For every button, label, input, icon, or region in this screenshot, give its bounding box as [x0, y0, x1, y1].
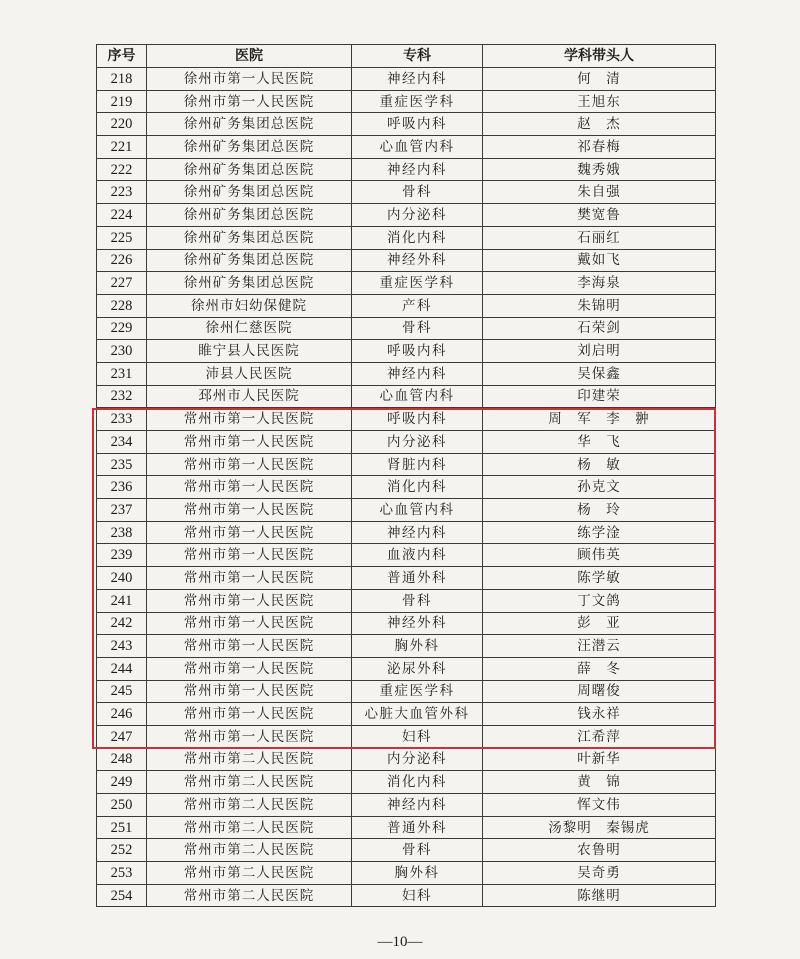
leader-cell: 丁文鸽: [483, 589, 716, 612]
specialty-cell: 肾脏内科: [352, 453, 483, 476]
leader-cell: 杨 敏: [483, 453, 716, 476]
specialty-cell: 神经内科: [352, 362, 483, 385]
row-number-cell: 223: [97, 181, 147, 204]
hospital-cell: 徐州矿务集团总医院: [147, 204, 352, 227]
row-number-cell: 241: [97, 589, 147, 612]
table-row: [97, 703, 716, 726]
hospital-cell: 常州市第一人民医院: [147, 703, 352, 726]
hospital-cell: 常州市第一人民医院: [147, 476, 352, 499]
table-header: [97, 45, 716, 68]
specialty-cell: 骨科: [352, 589, 483, 612]
table-row: [97, 612, 716, 635]
specialty-cell: 消化内科: [352, 476, 483, 499]
row-number-cell: 230: [97, 340, 147, 363]
hospital-cell: 邳州市人民医院: [147, 385, 352, 408]
leader-cell: 汪潜云: [483, 635, 716, 658]
row-number-cell: 219: [97, 90, 147, 113]
table-row: [97, 90, 716, 113]
hospital-cell: 常州市第一人民医院: [147, 725, 352, 748]
table-row: [97, 204, 716, 227]
row-number-cell: 242: [97, 612, 147, 635]
table-row: [97, 362, 716, 385]
specialty-cell: 骨科: [352, 317, 483, 340]
row-number-cell: 239: [97, 544, 147, 567]
leader-cell: 祁春梅: [483, 136, 716, 159]
specialty-cell: 心脏大血管外科: [352, 703, 483, 726]
row-number-cell: 220: [97, 113, 147, 136]
leader-cell: 农鲁明: [483, 839, 716, 862]
table-row: [97, 249, 716, 272]
row-number-cell: 218: [97, 68, 147, 91]
table-row: [97, 657, 716, 680]
specialty-cell: 心血管内科: [352, 136, 483, 159]
hospital-cell: 徐州矿务集团总医院: [147, 136, 352, 159]
leader-cell: 钱永祥: [483, 703, 716, 726]
specialty-cell: 神经外科: [352, 612, 483, 635]
leader-cell: 吴奇勇: [483, 862, 716, 885]
leader-cell: 彭 亚: [483, 612, 716, 635]
table-row: [97, 136, 716, 159]
hospital-cell: 常州市第一人民医院: [147, 453, 352, 476]
hospital-cell: 常州市第一人民医院: [147, 499, 352, 522]
leader-cell: 石荣剑: [483, 317, 716, 340]
row-number-cell: 226: [97, 249, 147, 272]
row-number-cell: 236: [97, 476, 147, 499]
hospital-cell: 常州市第二人民医院: [147, 748, 352, 771]
table-row: [97, 567, 716, 590]
table-row: [97, 635, 716, 658]
table-row: [97, 544, 716, 567]
hospital-cell: 常州市第一人民医院: [147, 408, 352, 431]
row-number-cell: 244: [97, 657, 147, 680]
leader-cell: 顾伟英: [483, 544, 716, 567]
row-number-cell: 238: [97, 521, 147, 544]
specialty-leader-table: [96, 44, 716, 907]
specialty-cell: 呼吸内科: [352, 113, 483, 136]
table-row: [97, 317, 716, 340]
specialty-cell: 重症医学科: [352, 680, 483, 703]
hospital-cell: 沛县人民医院: [147, 362, 352, 385]
row-number-cell: 231: [97, 362, 147, 385]
table-row: [97, 589, 716, 612]
hospital-cell: 常州市第一人民医院: [147, 521, 352, 544]
table-row: [97, 499, 716, 522]
table-row: [97, 181, 716, 204]
specialty-cell: 泌尿外科: [352, 657, 483, 680]
row-number-cell: 245: [97, 680, 147, 703]
specialty-cell: 呼吸内科: [352, 408, 483, 431]
specialty-cell: 神经内科: [352, 158, 483, 181]
hospital-cell: 徐州矿务集团总医院: [147, 249, 352, 272]
page-number: —10—: [377, 934, 423, 950]
leader-cell: 樊宽鲁: [483, 204, 716, 227]
hospital-cell: 徐州矿务集团总医院: [147, 158, 352, 181]
leader-cell: 杨 玲: [483, 499, 716, 522]
table-row: [97, 748, 716, 771]
specialty-cell: 内分泌科: [352, 431, 483, 454]
specialty-cell: 骨科: [352, 181, 483, 204]
row-number-cell: 252: [97, 839, 147, 862]
specialty-cell: 血液内科: [352, 544, 483, 567]
leader-cell: 孙克文: [483, 476, 716, 499]
hospital-cell: 常州市第二人民医院: [147, 884, 352, 907]
leader-cell: 朱自强: [483, 181, 716, 204]
specialty-cell: 内分泌科: [352, 204, 483, 227]
specialty-cell: 产科: [352, 294, 483, 317]
specialty-cell: 内分泌科: [352, 748, 483, 771]
hospital-cell: 常州市第二人民医院: [147, 862, 352, 885]
specialty-cell: 胸外科: [352, 862, 483, 885]
specialty-cell: 消化内科: [352, 771, 483, 794]
hospital-cell: 常州市第一人民医院: [147, 567, 352, 590]
table-row: [97, 340, 716, 363]
hospital-cell: 徐州仁慈医院: [147, 317, 352, 340]
leader-cell: 戴如飞: [483, 249, 716, 272]
header-row: [97, 45, 716, 68]
hospital-cell: 常州市第一人民医院: [147, 612, 352, 635]
table-row: [97, 408, 716, 431]
table-row: [97, 725, 716, 748]
row-number-cell: 222: [97, 158, 147, 181]
leader-cell: 周 军 李 翀: [483, 408, 716, 431]
leader-cell: 何 清: [483, 68, 716, 91]
hospital-cell: 徐州市第一人民医院: [147, 90, 352, 113]
leader-cell: 李海泉: [483, 272, 716, 295]
specialty-cell: 心血管内科: [352, 385, 483, 408]
leader-cell: 黄 锦: [483, 771, 716, 794]
row-number-cell: 248: [97, 748, 147, 771]
leader-cell: 华 飞: [483, 431, 716, 454]
row-number-cell: 237: [97, 499, 147, 522]
row-number-cell: 249: [97, 771, 147, 794]
header-hospital: 医院: [147, 45, 352, 68]
header-specialty: 专科: [352, 45, 483, 68]
specialty-cell: 消化内科: [352, 226, 483, 249]
row-number-cell: 246: [97, 703, 147, 726]
table-row: [97, 680, 716, 703]
table-row: [97, 884, 716, 907]
row-number-cell: 228: [97, 294, 147, 317]
specialty-cell: 神经内科: [352, 794, 483, 817]
specialty-cell: 重症医学科: [352, 90, 483, 113]
table-row: [97, 771, 716, 794]
hospital-cell: 徐州市妇幼保健院: [147, 294, 352, 317]
specialty-cell: 心血管内科: [352, 499, 483, 522]
row-number-cell: 240: [97, 567, 147, 590]
row-number-cell: 247: [97, 725, 147, 748]
table-row: [97, 68, 716, 91]
hospital-cell: 常州市第一人民医院: [147, 544, 352, 567]
table-row: [97, 476, 716, 499]
hospital-cell: 徐州矿务集团总医院: [147, 113, 352, 136]
leader-cell: 石丽红: [483, 226, 716, 249]
leader-cell: 魏秀娥: [483, 158, 716, 181]
row-number-cell: 227: [97, 272, 147, 295]
specialty-cell: 普通外科: [352, 567, 483, 590]
leader-cell: 陈学敏: [483, 567, 716, 590]
table-row: [97, 113, 716, 136]
specialty-cell: 神经内科: [352, 521, 483, 544]
hospital-cell: 常州市第一人民医院: [147, 680, 352, 703]
row-number-cell: 250: [97, 794, 147, 817]
table-row: [97, 385, 716, 408]
row-number-cell: 221: [97, 136, 147, 159]
row-number-cell: 232: [97, 385, 147, 408]
specialty-cell: 胸外科: [352, 635, 483, 658]
specialty-cell: 神经外科: [352, 249, 483, 272]
row-number-cell: 253: [97, 862, 147, 885]
specialty-cell: 呼吸内科: [352, 340, 483, 363]
row-number-cell: 243: [97, 635, 147, 658]
specialty-cell: 神经内科: [352, 68, 483, 91]
hospital-cell: 常州市第二人民医院: [147, 794, 352, 817]
hospital-cell: 常州市第二人民医院: [147, 771, 352, 794]
row-number-cell: 234: [97, 431, 147, 454]
table-row: [97, 794, 716, 817]
hospital-cell: 常州市第二人民医院: [147, 816, 352, 839]
table-row: [97, 816, 716, 839]
leader-cell: 周曙俊: [483, 680, 716, 703]
table-row: [97, 272, 716, 295]
table-row: [97, 862, 716, 885]
hospital-cell: 徐州矿务集团总医院: [147, 272, 352, 295]
specialty-cell: 普通外科: [352, 816, 483, 839]
row-number-cell: 235: [97, 453, 147, 476]
row-number-cell: 254: [97, 884, 147, 907]
specialty-cell: 骨科: [352, 839, 483, 862]
leader-cell: 江希萍: [483, 725, 716, 748]
leader-cell: 印建荣: [483, 385, 716, 408]
specialty-cell: 妇科: [352, 884, 483, 907]
row-number-cell: 224: [97, 204, 147, 227]
row-number-cell: 233: [97, 408, 147, 431]
leader-cell: 王旭东: [483, 90, 716, 113]
leader-cell: 练学淦: [483, 521, 716, 544]
leader-cell: 赵 杰: [483, 113, 716, 136]
leader-cell: 恽文伟: [483, 794, 716, 817]
table-row: [97, 294, 716, 317]
hospital-cell: 徐州市第一人民医院: [147, 68, 352, 91]
table-row: [97, 226, 716, 249]
hospital-cell: 常州市第一人民医院: [147, 635, 352, 658]
hospital-cell: 徐州矿务集团总医院: [147, 226, 352, 249]
row-number-cell: 229: [97, 317, 147, 340]
hospital-cell: 徐州矿务集团总医院: [147, 181, 352, 204]
table-row: [97, 839, 716, 862]
hospital-cell: 常州市第一人民医院: [147, 589, 352, 612]
leader-cell: 叶新华: [483, 748, 716, 771]
specialty-cell: 重症医学科: [352, 272, 483, 295]
hospital-cell: 常州市第一人民医院: [147, 657, 352, 680]
table-body: [97, 68, 716, 907]
leader-cell: 刘启明: [483, 340, 716, 363]
table-row: [97, 158, 716, 181]
leader-cell: 陈继明: [483, 884, 716, 907]
specialty-cell: 妇科: [352, 725, 483, 748]
hospital-cell: 常州市第一人民医院: [147, 431, 352, 454]
row-number-cell: 225: [97, 226, 147, 249]
table-row: [97, 431, 716, 454]
leader-cell: 吴保鑫: [483, 362, 716, 385]
hospital-cell: 睢宁县人民医院: [147, 340, 352, 363]
hospital-cell: 常州市第二人民医院: [147, 839, 352, 862]
leader-cell: 薛 冬: [483, 657, 716, 680]
header-leader: 学科带头人: [483, 45, 716, 68]
leader-cell: 朱锦明: [483, 294, 716, 317]
table-row: [97, 521, 716, 544]
header-no: 序号: [97, 45, 147, 68]
leader-cell: 汤黎明 秦锡虎: [483, 816, 716, 839]
table-row: [97, 453, 716, 476]
row-number-cell: 251: [97, 816, 147, 839]
